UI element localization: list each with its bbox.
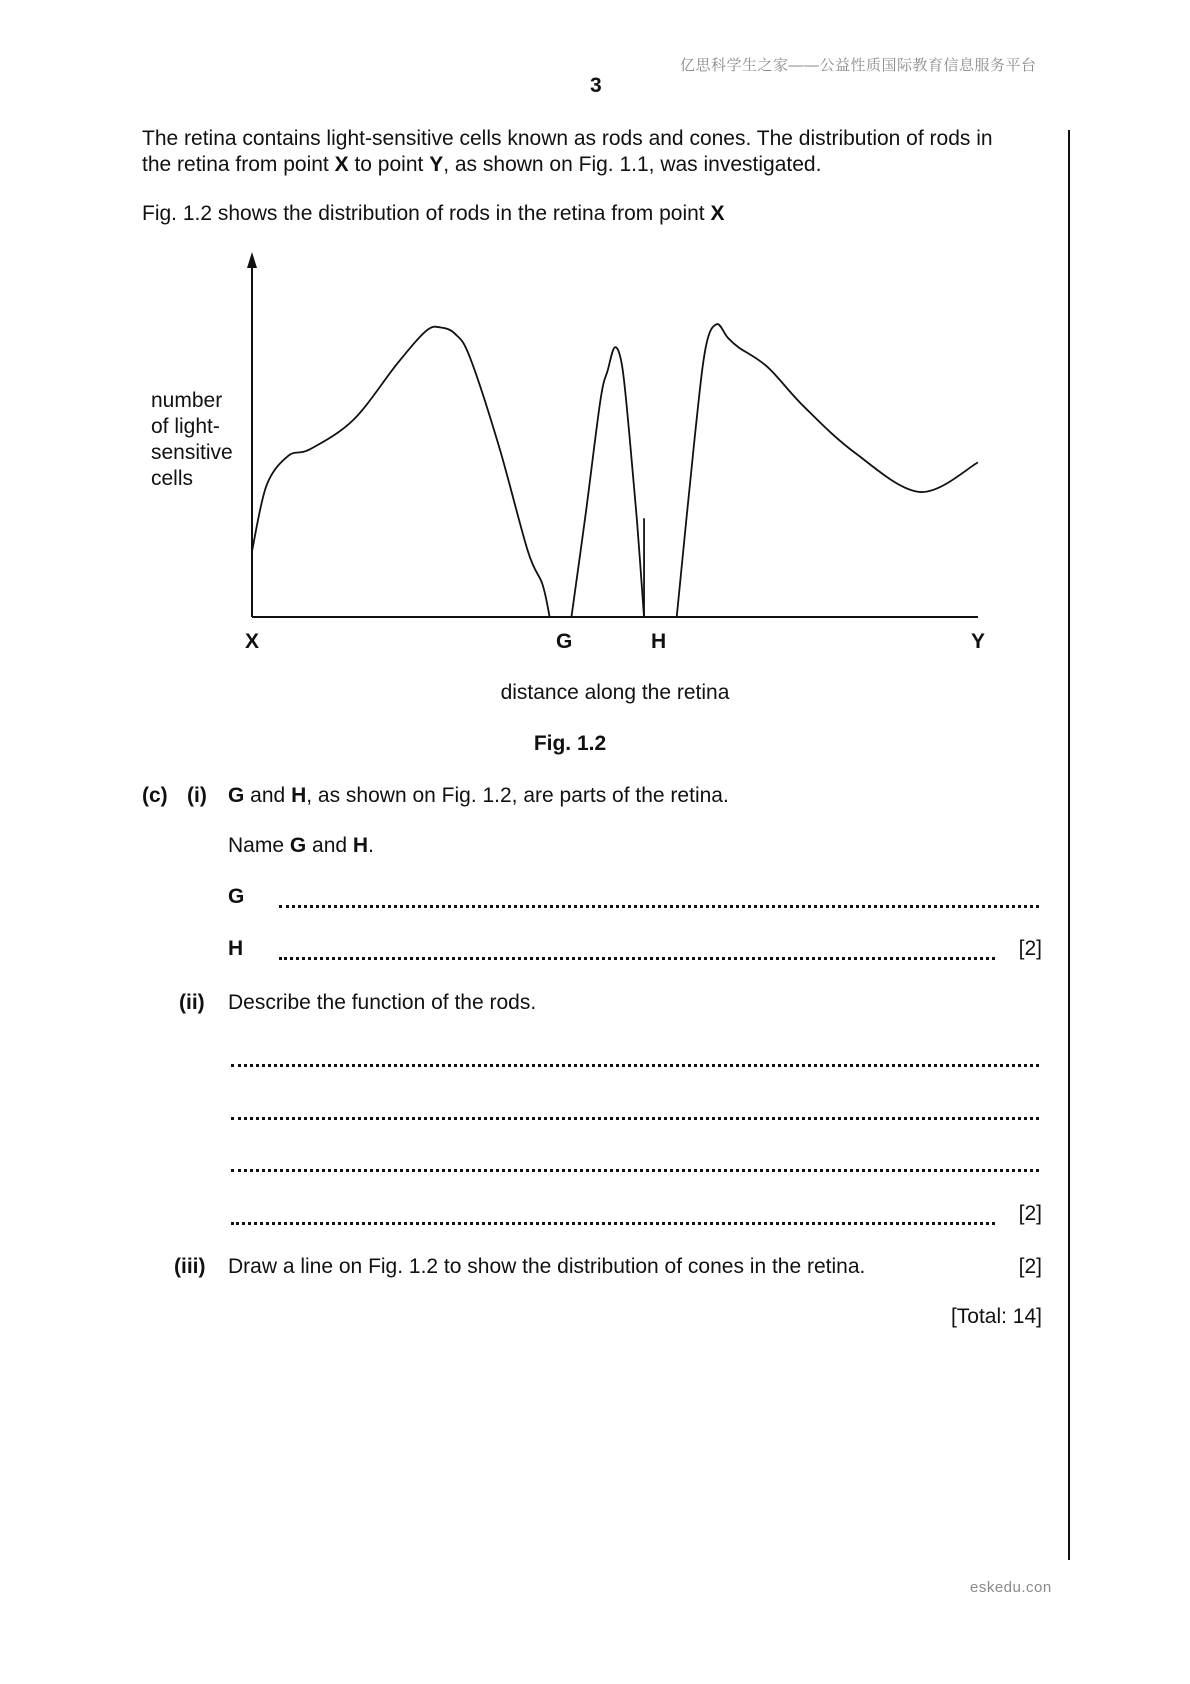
part-i-instruction [228, 834, 374, 858]
rods-curve-segment-2 [571, 347, 644, 617]
total-marks: [Total: 14] [950, 1305, 1042, 1328]
part-i-text-fragment: and [244, 784, 292, 807]
h-ref: H [352, 834, 369, 857]
intro-text: to point [348, 153, 430, 176]
g-ref: G [289, 834, 307, 857]
question-c-label: (c) [142, 784, 168, 807]
h-ref: H [291, 784, 307, 807]
answer-ii-line-2[interactable] [231, 1117, 1039, 1120]
tick-label-h: H [650, 630, 667, 653]
x-axis-label: distance along the retina [500, 681, 730, 704]
y-label-line: sensitive [151, 441, 233, 464]
tick-label-x: X [244, 630, 260, 653]
part-iii-marks: [2] [1018, 1255, 1042, 1278]
g-ref: G [228, 784, 245, 807]
figure-caption: Fig. 1.2 [533, 732, 607, 755]
point-y-ref: Y [429, 153, 444, 176]
fig-1-2-chart [0, 0, 1190, 780]
part-i-label: (i) [187, 784, 207, 807]
answer-ii-line-1[interactable] [231, 1064, 1039, 1067]
rods-curve-segment-1 [252, 327, 550, 617]
answer-h-label: H [228, 937, 244, 960]
part-ii-text: Describe the function of the rods. [228, 991, 537, 1014]
answer-h-line[interactable] [279, 957, 995, 960]
y-label-line: cells [151, 467, 194, 490]
rods-series [252, 324, 978, 617]
answer-g-label: G [228, 885, 245, 908]
answer-ii-line-4[interactable] [231, 1222, 995, 1225]
intro-line-1: The retina contains light-sensitive cells known as rods and cones. The distribution of rods in [142, 127, 993, 150]
rods-curve-segment-3 [677, 324, 978, 617]
part-i-text-fragment: , as shown on Fig. 1.2, are parts of the retina. [306, 784, 729, 807]
y-axis-arrow-icon [247, 252, 257, 268]
intro-text: , as shown on Fig. 1.1, was investigated. [443, 153, 822, 176]
instruction-fragment: . [368, 834, 374, 857]
header-watermark: 亿思科学生之家——公益性质国际教育信息服务平台 [680, 57, 1037, 74]
answer-g-line[interactable] [279, 905, 1039, 908]
part-i-marks: [2] [1018, 937, 1042, 960]
answer-ii-line-3[interactable] [231, 1169, 1039, 1172]
part-i-text [228, 784, 729, 808]
part-iii-label: (iii) [174, 1255, 206, 1278]
part-ii-label: (ii) [179, 991, 205, 1014]
footer-watermark: eskedu.con [970, 1579, 1052, 1596]
point-x-ref: X [334, 153, 349, 176]
instruction-fragment: Name [228, 834, 290, 857]
y-axis-label [151, 389, 233, 490]
y-label-line: of light- [151, 415, 220, 438]
tick-label-g: G [556, 630, 573, 653]
part-iii-text: Draw a line on Fig. 1.2 to show the distribution of cones in the retina. [228, 1255, 866, 1278]
fig-intro-point-x: X [710, 202, 725, 225]
x-tick-labels [245, 630, 985, 653]
instruction-fragment: and [306, 834, 353, 857]
fig-intro-text: Fig. 1.2 shows the distribution of rods in the retina from point [142, 202, 711, 225]
tick-label-y: Y [970, 630, 986, 653]
page-number: 3 [590, 74, 602, 97]
y-label-line: number [151, 389, 223, 412]
intro-text: the retina from point [142, 153, 335, 176]
part-ii-marks: [2] [1018, 1202, 1042, 1225]
